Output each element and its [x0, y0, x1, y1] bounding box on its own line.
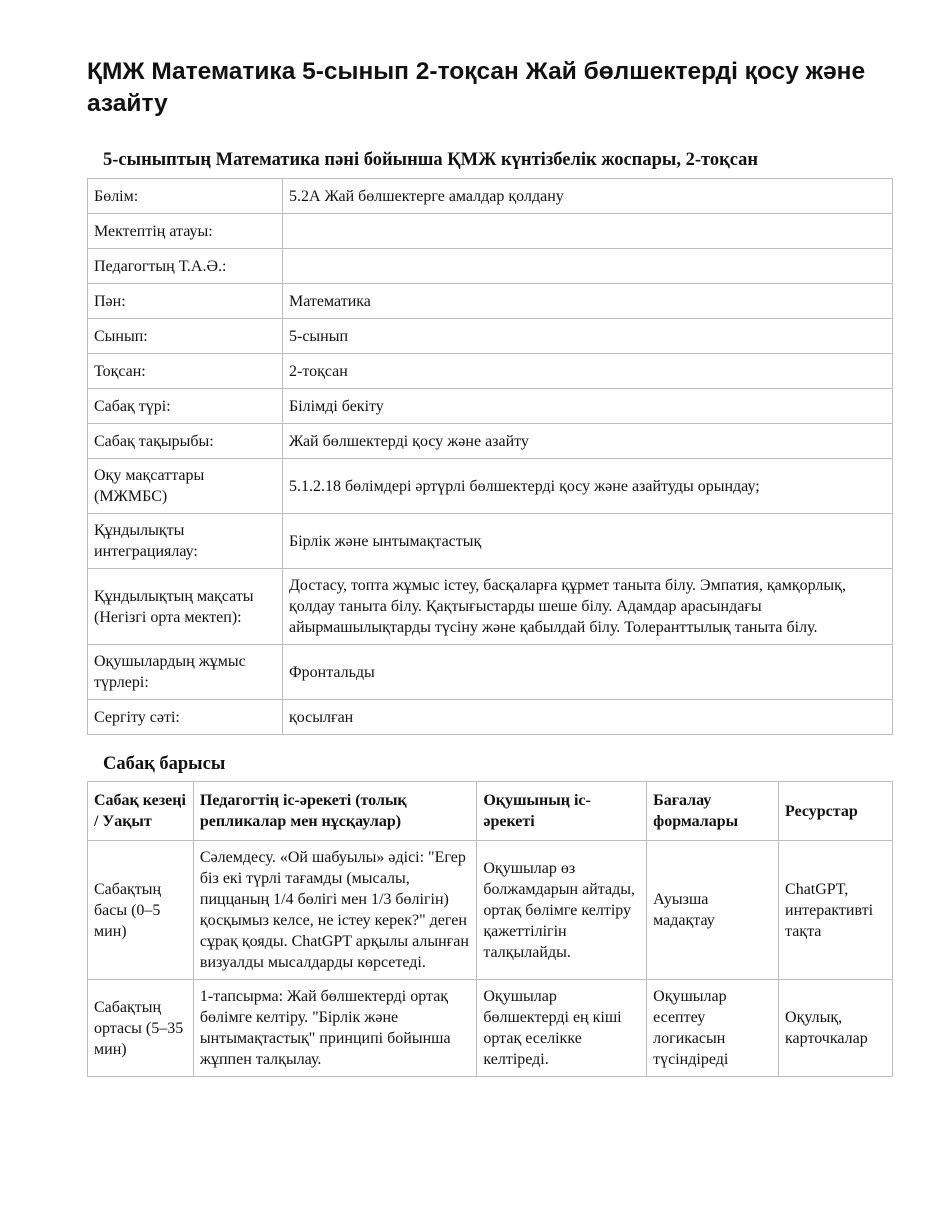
- info-key: Педагогтың Т.А.Ә.:: [88, 249, 283, 284]
- info-row: [88, 284, 893, 319]
- info-row: [88, 424, 893, 459]
- info-key: Сергіту сәті:: [88, 700, 283, 735]
- info-key: Оқу мақсаттары (МЖМБС): [88, 459, 283, 514]
- lesson-flow-title: Сабақ барысы: [103, 754, 226, 774]
- flow-row: [88, 980, 893, 1077]
- cell-assessment: Оқушылар есептеу логикасын түсіндіреді: [647, 980, 779, 1077]
- cell-teacher: Сәлемдесу. «Ой шабуылы» әдісі: "Егер біз екі түрлі тағамды (мысалы, пиццаның 1/4 бөлігі мен 1/3 бөлігін) қосқымыз келсе, не істеу керек?" деген сұрақ қояды. ChatGPT арқылы алынған визуалды мысалдарды көрсетеді.: [193, 841, 476, 980]
- document-title: ҚМЖ Математика 5-сынып 2-тоқсан Жай бөлшектерді қосу және азайту: [87, 58, 866, 117]
- info-row: [88, 214, 893, 249]
- info-row: [88, 700, 893, 735]
- info-row: [88, 249, 893, 284]
- flow-row: [88, 841, 893, 980]
- cell-assessment: Ауызша мадақтау: [647, 841, 779, 980]
- cell-student: Оқушылар бөлшектерді ең кіші ортақ еселікке келтіреді.: [477, 980, 647, 1077]
- cell-resources: ChatGPT, интерактивті тақта: [779, 841, 893, 980]
- header-student: Оқушының іс-әрекеті: [477, 782, 647, 841]
- info-key: Тоқсан:: [88, 354, 283, 389]
- info-key: Құндылықтың мақсаты (Негізгі орта мектеп):: [88, 569, 283, 645]
- info-row: [88, 514, 893, 569]
- info-row: [88, 459, 893, 514]
- info-row: [88, 569, 893, 645]
- info-key: Құндылықты интеграциялау:: [88, 514, 283, 569]
- info-value: Бірлік және ынтымақтастық: [283, 514, 893, 569]
- lesson-info-table: [87, 178, 893, 735]
- info-value: Жай бөлшектерді қосу және азайту: [283, 424, 893, 459]
- cell-student: Оқушылар өз болжамдарын айтады, ортақ бөлімге келтіру қажеттілігін талқылайды.: [477, 841, 647, 980]
- info-row: [88, 645, 893, 700]
- info-value: Достасу, топта жұмыс істеу, басқаларға құрмет таныта білу. Эмпатия, қамқорлық, қолдау таныта білу. Қақтығыстарды шеше білу. Адамдар арасындағы айырмашылықтарды түсіну және қабылдай білу. Толеранттылық таныта білу.: [283, 569, 893, 645]
- flow-header-row: [88, 782, 893, 841]
- info-key: Пән:: [88, 284, 283, 319]
- info-value: Білімді бекіту: [283, 389, 893, 424]
- plan-subtitle: 5-сыныптың Математика пәні бойынша ҚМЖ күнтізбелік жоспары, 2-тоқсан: [103, 150, 759, 170]
- header-assessment: Бағалау формалары: [647, 782, 779, 841]
- info-key: Оқушылардың жұмыс түрлері:: [88, 645, 283, 700]
- info-value: қосылған: [283, 700, 893, 735]
- info-key: Сабақ түрі:: [88, 389, 283, 424]
- header-resources: Ресурстар: [779, 782, 893, 841]
- info-row: [88, 389, 893, 424]
- info-value: Математика: [283, 284, 893, 319]
- info-value: [283, 214, 893, 249]
- cell-resources: Оқулық, карточкалар: [779, 980, 893, 1077]
- info-value: [283, 249, 893, 284]
- header-teacher: Педагогтің іс-әрекеті (толық репликалар мен нұсқаулар): [193, 782, 476, 841]
- info-key: Сабақ тақырыбы:: [88, 424, 283, 459]
- cell-teacher: 1-тапсырма: Жай бөлшектерді ортақ бөлімге келтіру. "Бірлік және ынтымақтастық" принципі бойынша жұппен талқылау.: [193, 980, 476, 1077]
- info-value: 5.1.2.18 бөлімдері әртүрлі бөлшектерді қосу және азайтуды орындау;: [283, 459, 893, 514]
- info-key: Мектептің атауы:: [88, 214, 283, 249]
- info-value: 2-тоқсан: [283, 354, 893, 389]
- cell-stage: Сабақтың ортасы (5–35 мин): [88, 980, 194, 1077]
- lesson-flow-table: [87, 781, 893, 1077]
- info-key: Бөлім:: [88, 179, 283, 214]
- info-value: 5-сынып: [283, 319, 893, 354]
- info-row: [88, 319, 893, 354]
- header-stage: Сабақ кезеңі / Уақыт: [88, 782, 194, 841]
- info-value: Фронтальды: [283, 645, 893, 700]
- info-value: 5.2А Жай бөлшектерге амалдар қолдану: [283, 179, 893, 214]
- info-row: [88, 179, 893, 214]
- info-row: [88, 354, 893, 389]
- info-key: Сынып:: [88, 319, 283, 354]
- cell-stage: Сабақтың басы (0–5 мин): [88, 841, 194, 980]
- document-page: [87, 56, 893, 1077]
